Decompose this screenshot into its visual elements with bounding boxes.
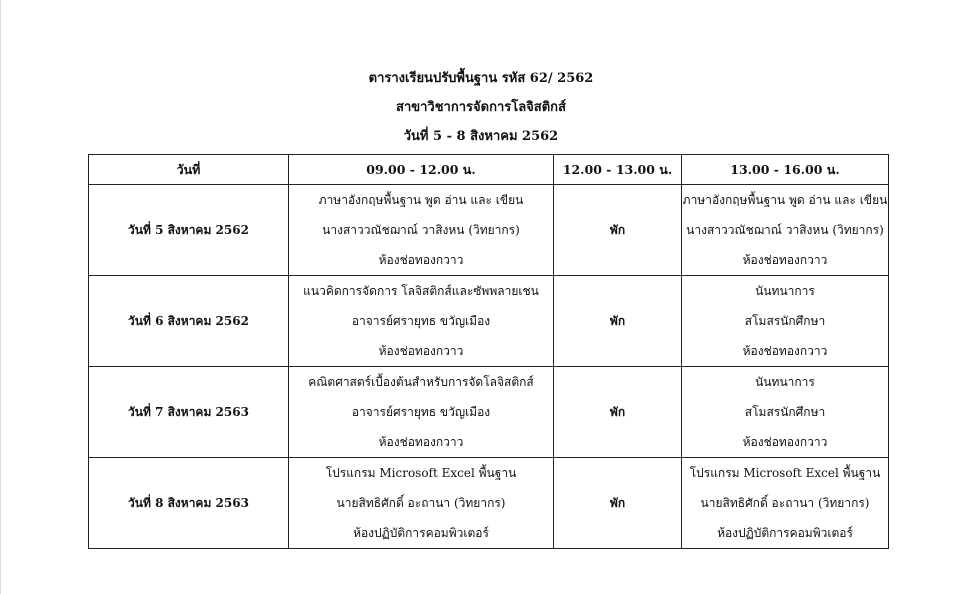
afternoon-session: [682, 276, 889, 367]
session-room: ห้องช่อทองกวาว: [742, 435, 828, 449]
session-room: ห้องช่อทองกวาว: [378, 435, 464, 449]
header-afternoon: 13.00 - 16.00 น.: [682, 155, 889, 185]
session-room: ห้องปฏิบัติการคอมพิวเตอร์: [353, 526, 489, 540]
session-topic: นันทนาการ: [755, 284, 815, 298]
lunch-break: พัก: [554, 185, 682, 276]
session-instructor: อาจารย์ศรายุทธ ขวัญเมือง: [351, 314, 491, 328]
afternoon-session: [682, 367, 889, 458]
session-instructor: นายสิทธิศักดิ์ อะถานา (วิทยากร): [700, 496, 870, 510]
morning-session: [289, 458, 554, 549]
schedule-table: [88, 154, 889, 549]
row-date: วันที่ 8 สิงหาคม 2563: [89, 458, 289, 549]
row-date: วันที่ 7 สิงหาคม 2563: [89, 367, 289, 458]
document-subtitle: สาขาวิชาการจัดการโลจิสติกส์: [396, 100, 566, 115]
table-row: [89, 367, 889, 458]
morning-session: [289, 276, 554, 367]
row-date: วันที่ 6 สิงหาคม 2562: [89, 276, 289, 367]
table-row: [89, 185, 889, 276]
header-row: [89, 155, 889, 185]
afternoon-session: [682, 458, 889, 549]
table-row: [89, 276, 889, 367]
session-topic: ภาษาอังกฤษพื้นฐาน พูด อ่าน และ เขียน: [682, 193, 888, 207]
session-topic: โปรแกรม Microsoft Excel พื้นฐาน: [689, 466, 881, 480]
session-room: ห้องช่อทองกวาว: [378, 344, 464, 358]
session-instructor: นางสาววณัชฌาณ์ วาสิงหน (วิทยากร): [686, 223, 884, 237]
session-topic: ภาษาอังกฤษพื้นฐาน พูด อ่าน และ เขียน: [318, 193, 524, 207]
header-lunch: 12.00 - 13.00 น.: [554, 155, 682, 185]
header-date: วันที่: [89, 155, 289, 185]
session-topic: คณิตศาสตร์เบื้องต้นสำหรับการจัดโลจิสติกส์: [308, 375, 534, 389]
session-instructor: สโมสรนักศึกษา: [744, 314, 826, 328]
lunch-break: พัก: [554, 367, 682, 458]
morning-session: [289, 367, 554, 458]
row-date: วันที่ 5 สิงหาคม 2562: [89, 185, 289, 276]
afternoon-session: [682, 185, 889, 276]
session-room: ห้องช่อทองกวาว: [742, 344, 828, 358]
table-row: [89, 458, 889, 549]
title-block: [1, 64, 960, 151]
session-instructor: สโมสรนักศึกษา: [744, 405, 826, 419]
header-morning: 09.00 - 12.00 น.: [289, 155, 554, 185]
session-topic: โปรแกรม Microsoft Excel พื้นฐาน: [325, 466, 517, 480]
session-topic: แนวคิดการจัดการ โลจิสติกส์และซัพพลายเชน: [303, 284, 539, 298]
session-instructor: อาจารย์ศรายุทธ ขวัญเมือง: [351, 405, 491, 419]
morning-session: [289, 185, 554, 276]
schedule-body: [89, 185, 889, 549]
lunch-break: พัก: [554, 276, 682, 367]
document-date-range: วันที่ 5 - 8 สิงหาคม 2562: [403, 129, 559, 144]
session-instructor: นายสิทธิศักดิ์ อะถานา (วิทยากร): [336, 496, 506, 510]
session-room: ห้องปฏิบัติการคอมพิวเตอร์: [717, 526, 853, 540]
session-instructor: นางสาววณัชฌาณ์ วาสิงหน (วิทยากร): [322, 223, 520, 237]
session-topic: นันทนาการ: [755, 375, 815, 389]
session-room: ห้องช่อทองกวาว: [742, 253, 828, 267]
session-room: ห้องช่อทองกวาว: [378, 253, 464, 267]
lunch-break: พัก: [554, 458, 682, 549]
document-title: ตารางเรียนปรับพื้นฐาน รหัส 62/ 2562: [368, 71, 594, 86]
